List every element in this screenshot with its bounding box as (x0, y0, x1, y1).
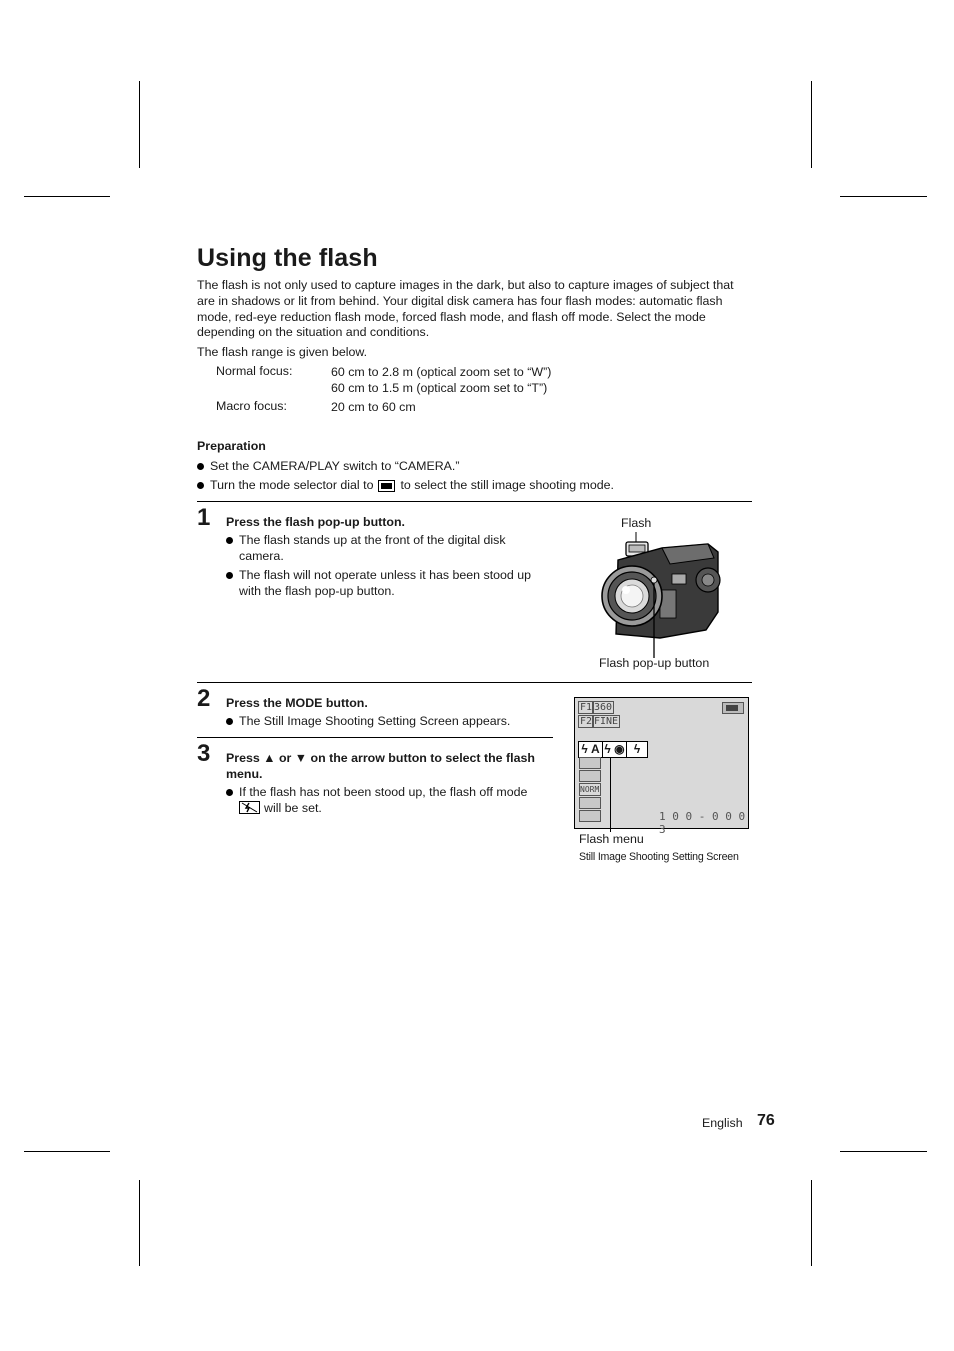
range-label: Normal focus: (216, 364, 293, 378)
file-number: 1 0 0 - 0 0 0 3 (659, 810, 746, 836)
white-balance-icon (579, 810, 601, 822)
bullet-icon (226, 789, 233, 796)
scene-icon (579, 797, 601, 809)
divider (197, 682, 752, 683)
crop-mark (840, 196, 927, 197)
page-title: Using the flash (197, 244, 378, 272)
down-arrow-icon: ▼ (294, 751, 308, 765)
step-title: Press ▲ or ▼ on the arrow button to select the flash menu. (226, 751, 535, 781)
battery-icon (722, 702, 744, 714)
bullet-icon (197, 482, 204, 489)
range-value: 60 cm to 1.5 m (optical zoom set to “T”) (331, 381, 548, 395)
flash-menu-pointer (610, 758, 611, 832)
flash-off-icon (239, 801, 260, 814)
self-timer-icon (579, 770, 601, 782)
footer-language: English (702, 1116, 743, 1130)
range-value: 60 cm to 2.8 m (optical zoom set to “W”) (331, 365, 552, 379)
step-number: 1 (197, 504, 211, 531)
crop-mark (24, 1151, 110, 1152)
list-item: The Still Image Shooting Setting Screen appears. (226, 714, 546, 730)
flash-menu-label: Flash menu (579, 832, 644, 846)
crop-mark (24, 196, 110, 197)
step-number: 2 (197, 685, 211, 712)
flash-menu (578, 741, 648, 758)
list-item: If the flash has not been stood up, the flash off mode will be set. (226, 785, 546, 817)
preparation-heading: Preparation (197, 439, 266, 453)
step-title: Press the MODE button. (226, 696, 368, 710)
range-intro: The flash range is given below. (197, 345, 368, 359)
list-item: Turn the mode selector dial to to select the still image shooting mode. (197, 478, 614, 494)
step-number: 3 (197, 740, 211, 767)
divider (197, 737, 553, 738)
divider (197, 501, 752, 502)
flash-popup-button-label: Flash pop-up button (599, 656, 710, 670)
flash-auto-icon: ϟ A (579, 742, 603, 757)
bullet-icon (226, 718, 233, 725)
bullet-icon (226, 572, 233, 579)
range-value: 20 cm to 60 cm (331, 400, 416, 414)
lcd-caption: Still Image Shooting Setting Screen (579, 851, 739, 863)
bullet-icon (197, 463, 204, 470)
list-item: The flash will not operate unless it has been stood up with the flash pop-up button. (226, 568, 546, 600)
flash-red-eye-icon: ϟ ◉ (603, 742, 627, 757)
bullet-icon (226, 537, 233, 544)
intro-paragraph: The flash is not only used to capture images in the dark, but also to capture images of subject that are in shadows or lit from behind. Your digital disk camera has four flash modes: automatic flash mode, red-eye reduction flash mode, forced flash mode, and flash off mode. Select the mode depending on the situation and conditions. (197, 278, 734, 340)
crop-mark (139, 81, 140, 168)
camera-illustration (596, 530, 726, 660)
quality-indicator: FINE (594, 716, 619, 727)
focus-icon (579, 757, 601, 769)
flash-label: Flash (621, 516, 652, 530)
still-image-mode-icon (378, 480, 395, 492)
up-arrow-icon: ▲ (263, 751, 276, 765)
crop-mark (811, 1180, 812, 1266)
lcd-screen (574, 697, 749, 836)
crop-mark (811, 81, 812, 168)
norm-indicator: NORM (580, 785, 600, 794)
list-item: Set the CAMERA/PLAY switch to “CAMERA.” (197, 459, 460, 475)
crop-mark (139, 1180, 140, 1266)
flash-forced-icon: ϟ (633, 742, 641, 756)
f1-indicator: F1 (580, 702, 593, 713)
shot-count: 360 (594, 702, 613, 713)
range-label: Macro focus: (216, 399, 287, 413)
list-item: The flash stands up at the front of the digital disk camera. (226, 533, 546, 565)
step-title: Press the flash pop-up button. (226, 515, 405, 529)
f2-indicator: F2 (580, 716, 593, 727)
crop-mark (840, 1151, 927, 1152)
page-number: 76 (757, 1112, 775, 1129)
